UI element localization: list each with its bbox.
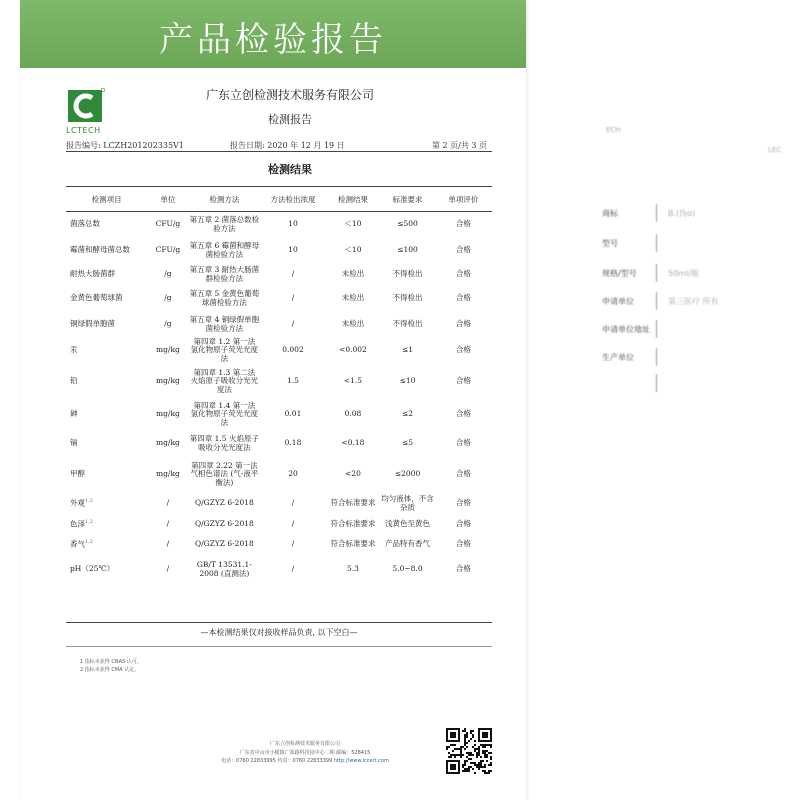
label-divider [656,320,657,338]
cell-text: mg/kg [156,438,180,448]
table-row [66,516,492,534]
lctech-logo-icon [66,86,106,124]
cell-text: / [291,539,295,549]
cell-text: /g [164,269,172,279]
table-cell-eval [435,212,492,238]
table-row [66,312,492,338]
cell-text: 未检出 [341,269,365,279]
cell-text: 0.01 [284,409,302,419]
footnote-marker: 1,2 [85,518,93,525]
cell-text: 第四章 1.2 第一法 氢化物原子荧光光度法 [190,336,259,363]
cell-text: ＜10 [344,245,362,255]
label-key: 商标 [602,209,618,218]
table-cell-result [326,458,381,492]
table-cell-method [188,458,260,492]
table-cell-unit [147,400,188,430]
table-cell-req [380,400,435,430]
table-cell-result [326,400,381,430]
company-name: 广东立创检测技术服务有限公司 [205,88,374,102]
table-cell-unit [147,264,188,286]
table-cell-result [326,492,381,516]
table-cell-method [188,264,260,286]
cell-text: 10 [288,245,298,255]
table-cell-item [66,338,147,364]
cell-text: 合格 [455,498,471,508]
results-table-body [66,212,492,584]
column-header: 单位 [147,187,188,212]
label-value: B.(伪o) [668,209,696,218]
faint-text: ECH [606,126,621,134]
table-cell-result [326,430,381,458]
banner-title: 产品检验报告 [159,20,387,60]
table-cell-unit [147,516,188,534]
table-cell-item [66,312,147,338]
footnote-marker: 1,2 [85,538,93,545]
table-cell-method [188,492,260,516]
table-row [66,458,492,492]
cell-text: Q/GZYZ 6-2018 [194,498,254,508]
cell-text: 不得检出 [392,293,423,303]
cell-text: 耐热大肠菌群 [70,269,115,279]
table-cell-item [66,286,147,312]
label-key: 规格/型号 [602,269,637,278]
label-divider [656,374,657,392]
label-row [594,262,734,282]
cell-text: ≤2000 [394,469,421,479]
cell-text: 不得检出 [392,319,423,329]
page-footer [170,740,440,766]
table-cell-req [380,312,435,338]
table-cell-method [188,212,260,238]
cell-text: <20 [345,469,361,479]
label-row [594,290,734,310]
cell-text: GB/T 13531.1-2008 (直测法) [196,559,252,578]
cell-text: <1.5 [343,376,363,386]
column-header: 检测项目 [66,187,147,212]
cell-text: 色泽 [70,519,85,529]
cell-text: / [291,319,295,329]
table-cell-result [326,312,381,338]
cell-text: 甲醇 [70,469,85,479]
cell-text: 1.5 [287,376,299,386]
table-cell-limit [260,212,325,238]
table-cell-item [66,212,147,238]
cell-text: ≤2 [402,409,414,419]
table-row [66,430,492,458]
table-cell-method [188,286,260,312]
cell-text: / [291,498,295,508]
cell-text: 符合标准要求 [330,519,376,529]
cell-text: 符合标准要求 [330,498,376,508]
table-cell-req [380,212,435,238]
table-cell-eval [435,400,492,430]
table-cell-method [188,238,260,264]
title-banner [20,0,526,68]
table-bottom-divider [66,622,492,623]
cell-text: mg/kg [156,376,180,386]
table-cell-limit [260,556,325,584]
cell-text: 合格 [455,519,471,529]
results-title: 检测结果 [268,163,312,176]
table-cell-eval [435,312,492,338]
cell-text: 合格 [455,293,471,303]
cell-text: 0.002 [282,345,304,355]
label-key: 申请单位 [602,297,634,306]
table-cell-req [380,458,435,492]
table-cell-unit [147,212,188,238]
cell-text: 不得检出 [392,269,423,279]
cell-text: 合格 [455,376,471,386]
table-cell-unit [147,238,188,264]
cell-text: 未检出 [341,319,365,329]
cell-text: 金黄色葡萄球菌 [70,293,123,303]
report-date-value: 2020 年 12 月 19 日 [267,141,345,150]
cell-text: mg/kg [156,345,180,355]
cell-text: 菌落总数 [70,219,100,229]
cell-text: 霉菌和酵母菌总数 [70,245,130,255]
table-cell-item [66,364,147,400]
cell-text: / [291,564,295,574]
table-row [66,534,492,556]
cell-text: Q/GZYZ 6-2018 [194,539,254,549]
cell-text: 铅 [70,376,78,386]
table-cell-req [380,516,435,534]
cell-text: 铜绿假单胞菌 [70,319,115,329]
footer-address: 广东省中山市小榄镇广源路科技园中心二期 邮编：528415 [239,749,371,756]
table-cell-method [188,516,260,534]
table-cell-limit [260,400,325,430]
table-cell-eval [435,364,492,400]
table-cell-method [188,364,260,400]
table-cell-limit [260,286,325,312]
table-row [66,400,492,430]
cell-text: Q/GZYZ 6-2018 [194,519,254,529]
footer-company: 广东立创检测技术服务有限公司 [269,741,340,747]
cell-text: 第五章 3 耐热大肠菌群检验方法 [189,264,260,283]
page-number: 第 2 页/共 3 页 [432,141,488,150]
table-cell-req [380,364,435,400]
cell-text: 合格 [455,409,471,419]
cell-text: ≤100 [397,245,418,255]
cell-text: ≤5 [402,438,414,448]
cell-text: 20 [288,469,298,479]
table-cell-item [66,534,147,556]
cell-text: 汞 [70,345,78,355]
cell-text: 合格 [455,219,471,229]
cell-text: 未检出 [341,293,365,303]
table-cell-method [188,338,260,364]
logo-text: LCTECH [66,126,101,135]
label-divider [656,204,657,222]
table-cell-result [326,286,381,312]
cell-text: CFU/g [155,219,181,229]
table-cell-eval [435,286,492,312]
cell-text: 合格 [455,539,471,549]
cell-text: CFU/g [155,245,181,255]
cell-text: ≤10 [399,376,416,386]
footer-phone: 电话：0760 22833995 传真：0760 22833399 [221,758,333,764]
table-cell-eval [435,264,492,286]
label-row [594,346,734,366]
report-number [66,140,184,151]
cell-text: 0.08 [344,409,362,419]
cell-text: pH（25℃） [70,564,115,574]
table-cell-unit [147,312,188,338]
table-cell-item [66,400,147,430]
cell-text: / [166,564,170,574]
column-header: 检测方法 [188,187,260,212]
cell-text: ＜10 [344,219,362,229]
table-row [66,286,492,312]
cell-text: ≤1 [402,345,414,355]
table-cell-item [66,264,147,286]
table-cell-result [326,264,381,286]
table-cell-limit [260,430,325,458]
cell-text: 砷 [70,409,78,419]
cell-text: /g [164,293,172,303]
cell-text: 第五章 6 霉菌和酵母菌检验方法 [189,240,260,259]
table-cell-eval [435,430,492,458]
cell-text: 10 [288,219,298,229]
cell-text: mg/kg [156,409,180,419]
table-cell-unit [147,364,188,400]
cell-text: 0.18 [284,438,302,448]
cell-text: mg/kg [156,469,180,479]
cell-text: <0.002 [339,345,367,355]
table-cell-limit [260,458,325,492]
cell-text: 均匀液体，不含杂质 [381,493,434,512]
cell-text: 合格 [455,319,471,329]
table-row [66,338,492,364]
table-cell-limit [260,264,325,286]
label-row [594,232,734,252]
table-cell-unit [147,430,188,458]
table-cell-method [188,430,260,458]
table-cell-eval [435,238,492,264]
table-cell-result [326,238,381,264]
cell-text: 合格 [455,469,471,479]
table-cell-req [380,534,435,556]
cell-text: 第五章 5 金黄色葡萄球菌检验方法 [189,288,260,307]
table-cell-item [66,492,147,516]
label-row [594,318,734,338]
report-number-label: 报告编号: [66,141,101,150]
report-title: 检测报告 [268,113,312,126]
label-row [594,372,734,392]
table-cell-item [66,516,147,534]
table-cell-eval [435,338,492,364]
column-header: 检测结果 [326,187,381,212]
cell-text: / [291,519,295,529]
table-cell-eval [435,556,492,584]
report-date-label: 报告日期: [230,141,265,150]
results-table [66,186,492,584]
report-number-value: LCZH201202335V1 [103,141,184,150]
table-row [66,492,492,516]
table-cell-req [380,492,435,516]
cell-text: 第五章 4 铜绿假单胞菌检验方法 [189,314,260,333]
label-value: 50ml/瓶 [668,269,699,278]
table-cell-method [188,312,260,338]
table-cell-item [66,556,147,584]
column-header: 单项评价 [435,187,492,212]
cell-text: 符合标准要求 [330,539,376,549]
cell-text: / [291,293,295,303]
table-row [66,238,492,264]
label-divider [656,234,657,252]
cell-text: 第四章 2.22 第一法 气相色谱法 (气-液平衡法) [190,460,259,487]
cell-text: / [166,539,170,549]
cell-text: 合格 [455,345,471,355]
table-header-row [66,187,492,212]
table-cell-unit [147,458,188,492]
table-cell-limit [260,312,325,338]
table-cell-item [66,458,147,492]
cell-text: 合格 [455,564,471,574]
column-header: 方法检出浓度 [260,187,325,212]
table-cell-unit [147,492,188,516]
table-cell-result [326,516,381,534]
cell-text: 外观 [70,498,85,508]
table-row [66,364,492,400]
table-cell-req [380,556,435,584]
table-cell-result [326,364,381,400]
cell-text: / [291,269,295,279]
qr-code-icon [446,728,492,774]
footnote: 1 指标未获得 CNAS 认可。 [80,659,142,665]
label-key: 生产单位 [602,353,634,362]
cell-text: 第五章 2 菌落总数检验方法 [189,215,260,233]
end-note: —本检测结果仅对接收样品负责, 以下空白— [200,628,358,637]
label-divider [656,348,657,366]
label-key: 型号 [602,239,618,248]
footnote-marker: 1,2 [85,497,93,504]
table-cell-method [188,534,260,556]
table-cell-limit [260,238,325,264]
table-cell-unit [147,338,188,364]
cell-text: 合格 [455,245,471,255]
header-divider [66,151,492,152]
cell-text: 第四章 1.3 第二法 火焰原子吸收分光光度法 [190,367,259,394]
table-cell-limit [260,492,325,516]
table-cell-limit [260,534,325,556]
cell-text: 第四章 1.4 第一法 氢化物原子荧光光度法 [190,400,259,427]
table-cell-req [380,264,435,286]
cell-text: /g [164,319,172,329]
cell-text: / [166,498,170,508]
table-cell-result [326,212,381,238]
table-row [66,264,492,286]
table-cell-req [380,238,435,264]
label-row [594,202,734,222]
cell-text: 产品特有香气 [385,539,431,549]
cell-text: 合格 [455,438,471,448]
table-cell-result [326,556,381,584]
cell-text: / [166,519,170,529]
table-cell-eval [435,492,492,516]
table-cell-limit [260,364,325,400]
cell-text: 第四章 1.5 火焰原子吸收分光光度法 [189,433,259,452]
table-cell-method [188,556,260,584]
table-row [66,212,492,238]
footer-url: http://www.lccert.com [333,758,389,764]
cell-text: 合格 [455,269,471,279]
report-date [230,140,345,151]
end-divider [66,646,492,647]
table-cell-limit [260,338,325,364]
cell-text: <0.18 [341,438,365,448]
table-row [66,556,492,584]
table-cell-limit [260,516,325,534]
cell-text: 香气 [70,539,85,549]
cell-text: ≤500 [397,219,418,229]
table-cell-req [380,286,435,312]
label-divider [656,292,657,310]
label-divider [656,264,657,282]
table-cell-eval [435,458,492,492]
table-cell-unit [147,534,188,556]
table-cell-item [66,430,147,458]
table-cell-result [326,534,381,556]
cell-text: 5.0~8.0 [392,564,423,574]
footer-contact [170,757,440,766]
table-cell-req [380,338,435,364]
table-cell-eval [435,516,492,534]
table-cell-eval [435,534,492,556]
table-cell-unit [147,286,188,312]
table-cell-result [326,338,381,364]
table-cell-unit [147,556,188,584]
label-value: 第三医疗 所有 [668,297,719,306]
cell-text: 镉 [70,438,78,448]
table-cell-req [380,430,435,458]
table-cell-method [188,400,260,430]
cell-text: 5.3 [347,564,359,574]
cell-text: 浅黄色至黄色 [385,519,431,529]
table-cell-item [66,238,147,264]
product-label [594,196,744,392]
lctech-logo [66,86,122,146]
label-key: 申请单位地址 [602,325,650,334]
footnote: 2 指标未获得 CMA 认定。 [80,667,140,673]
column-header: 标准要求 [380,187,435,212]
footnotes [80,658,142,674]
faint-text: LEC [768,146,782,154]
